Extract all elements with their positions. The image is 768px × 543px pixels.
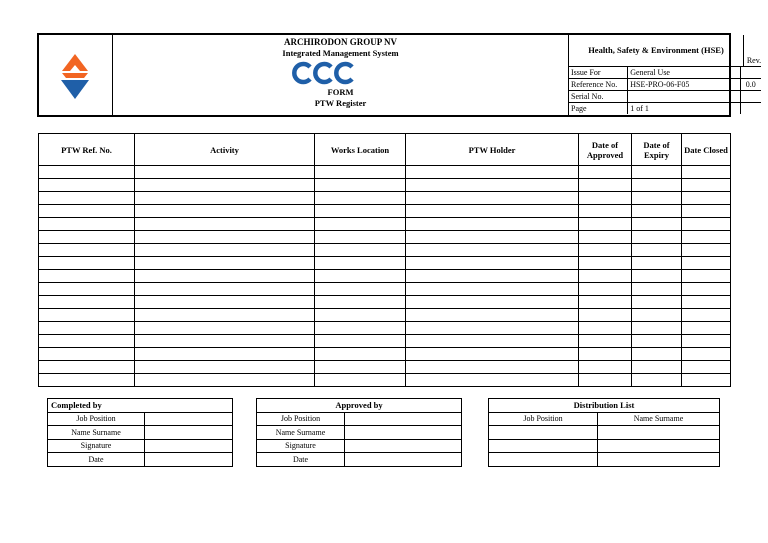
distribution-title-row <box>489 399 720 413</box>
register-cell[interactable] <box>632 374 682 387</box>
completed-title: Completed by <box>48 399 233 413</box>
register-cell[interactable] <box>315 192 406 205</box>
register-cell[interactable] <box>682 179 731 192</box>
distribution-cell[interactable] <box>489 453 598 467</box>
register-cell[interactable] <box>632 335 682 348</box>
info-label: Page <box>569 103 628 115</box>
register-cell[interactable] <box>632 166 682 179</box>
register-cell[interactable] <box>135 309 315 322</box>
completed-row <box>48 412 233 426</box>
distribution-cell[interactable] <box>598 439 720 453</box>
register-cell[interactable] <box>406 179 579 192</box>
register-cell[interactable] <box>406 231 579 244</box>
register-cell[interactable] <box>135 283 315 296</box>
completed-field-value[interactable] <box>145 453 233 467</box>
register-cell[interactable] <box>135 361 315 374</box>
register-cell[interactable] <box>632 192 682 205</box>
distribution-title: Distribution List <box>489 399 720 413</box>
distribution-col-name: Name Surname <box>598 412 720 426</box>
register-cell[interactable] <box>682 283 731 296</box>
register-cell[interactable] <box>406 192 579 205</box>
completed-field-label: Name Surname <box>48 426 145 440</box>
approved-field-value[interactable] <box>345 412 462 426</box>
register-row <box>39 322 731 335</box>
register-cell[interactable] <box>39 296 135 309</box>
col-ptw-ref: PTW Ref. No. <box>39 134 135 166</box>
completed-row <box>48 439 233 453</box>
register-cell[interactable] <box>135 205 315 218</box>
register-cell[interactable] <box>579 335 632 348</box>
register-cell[interactable] <box>682 361 731 374</box>
register-row <box>39 335 731 348</box>
header-center <box>113 35 569 115</box>
company-name: ARCHIRODON GROUP NV <box>283 37 397 47</box>
register-cell[interactable] <box>39 335 135 348</box>
register-cell[interactable] <box>135 192 315 205</box>
completed-row <box>48 426 233 440</box>
register-cell[interactable] <box>315 257 406 270</box>
register-cell[interactable] <box>406 257 579 270</box>
info-label: Serial No. <box>569 91 628 103</box>
info-value[interactable]: 1 of 1 <box>628 103 740 115</box>
register-cell[interactable] <box>579 348 632 361</box>
info-label: Reference No. <box>569 79 628 91</box>
register-row <box>39 218 731 231</box>
register-cell[interactable] <box>682 231 731 244</box>
register-row <box>39 179 731 192</box>
register-cell[interactable] <box>579 361 632 374</box>
register-cell[interactable] <box>682 192 731 205</box>
register-cell[interactable] <box>135 218 315 231</box>
register-cell[interactable] <box>135 244 315 257</box>
form-title: PTW Register <box>314 98 367 108</box>
register-header-row <box>39 134 731 166</box>
register-cell[interactable] <box>682 335 731 348</box>
register-cell[interactable] <box>406 374 579 387</box>
register-cell[interactable] <box>682 257 731 270</box>
register-cell[interactable] <box>682 348 731 361</box>
approved-by-table <box>256 398 462 467</box>
approved-title: Approved by <box>257 399 462 413</box>
info-rev <box>740 103 761 115</box>
completed-row <box>48 453 233 467</box>
register-cell[interactable] <box>135 348 315 361</box>
register-cell[interactable] <box>632 296 682 309</box>
register-cell[interactable] <box>632 309 682 322</box>
register-cell[interactable] <box>315 283 406 296</box>
register-cell[interactable] <box>315 309 406 322</box>
register-cell[interactable] <box>632 283 682 296</box>
register-cell[interactable] <box>579 231 632 244</box>
register-cell[interactable] <box>682 374 731 387</box>
register-cell[interactable] <box>39 322 135 335</box>
ptw-register-table <box>38 133 731 387</box>
register-row <box>39 374 731 387</box>
completed-title-row <box>48 399 233 413</box>
register-cell[interactable] <box>579 192 632 205</box>
register-cell[interactable] <box>39 270 135 283</box>
register-cell[interactable] <box>406 361 579 374</box>
register-cell[interactable] <box>632 179 682 192</box>
register-cell[interactable] <box>39 231 135 244</box>
approved-field-value[interactable] <box>345 453 462 467</box>
register-cell[interactable] <box>632 218 682 231</box>
register-cell[interactable] <box>406 296 579 309</box>
rev-label: Rev. <box>746 56 762 65</box>
register-cell[interactable] <box>406 309 579 322</box>
register-row <box>39 283 731 296</box>
register-cell[interactable] <box>315 205 406 218</box>
archirodon-logo-icon <box>39 35 112 115</box>
ccc-logo-icon <box>291 61 357 85</box>
register-cell[interactable] <box>632 322 682 335</box>
register-row <box>39 166 731 179</box>
info-row <box>569 91 761 103</box>
col-works-location: Works Location <box>315 134 406 166</box>
distribution-cell[interactable] <box>598 426 720 440</box>
distribution-row <box>489 426 720 440</box>
register-row <box>39 257 731 270</box>
register-cell[interactable] <box>39 309 135 322</box>
register-cell[interactable] <box>135 296 315 309</box>
approved-row <box>257 439 462 453</box>
register-cell[interactable] <box>406 244 579 257</box>
register-cell[interactable] <box>579 296 632 309</box>
register-cell[interactable] <box>579 218 632 231</box>
distribution-row <box>489 439 720 453</box>
info-row <box>569 67 761 79</box>
system-name: Integrated Management System <box>282 48 399 58</box>
register-cell[interactable] <box>682 296 731 309</box>
completed-field-label: Date <box>48 453 145 467</box>
register-cell[interactable] <box>39 179 135 192</box>
register-cell[interactable] <box>406 283 579 296</box>
register-cell[interactable] <box>39 192 135 205</box>
col-date-closed: Date Closed <box>682 134 731 166</box>
register-cell[interactable] <box>579 257 632 270</box>
register-row <box>39 205 731 218</box>
register-cell[interactable] <box>315 179 406 192</box>
register-row <box>39 244 731 257</box>
register-cell[interactable] <box>315 166 406 179</box>
register-cell[interactable] <box>39 257 135 270</box>
register-cell[interactable] <box>315 296 406 309</box>
info-rev <box>740 67 761 79</box>
document-info-table <box>569 66 761 114</box>
approved-field-label: Name Surname <box>257 426 345 440</box>
distribution-header-row <box>489 412 720 426</box>
info-rev <box>740 91 761 103</box>
distribution-cell[interactable] <box>598 453 720 467</box>
completed-by-table <box>47 398 233 467</box>
register-cell[interactable] <box>632 361 682 374</box>
register-cell[interactable] <box>39 244 135 257</box>
register-cell[interactable] <box>682 322 731 335</box>
register-cell[interactable] <box>39 374 135 387</box>
form-label: FORM <box>327 87 354 97</box>
register-cell[interactable] <box>315 361 406 374</box>
completed-field-value[interactable] <box>145 412 233 426</box>
register-cell[interactable] <box>632 348 682 361</box>
register-body <box>39 166 731 387</box>
form-header <box>37 33 762 117</box>
register-cell[interactable] <box>632 244 682 257</box>
register-row <box>39 309 731 322</box>
register-cell[interactable] <box>135 166 315 179</box>
department-title: Health, Safety & Environment (HSE) <box>569 35 744 66</box>
register-cell[interactable] <box>135 231 315 244</box>
register-cell[interactable] <box>682 270 731 283</box>
completed-field-label: Signature <box>48 439 145 453</box>
register-cell[interactable] <box>406 322 579 335</box>
register-cell[interactable] <box>406 166 579 179</box>
register-cell[interactable] <box>682 244 731 257</box>
col-activity: Activity <box>135 134 315 166</box>
completed-field-label: Job Position <box>48 412 145 426</box>
approved-row <box>257 412 462 426</box>
header-right <box>569 35 762 115</box>
register-cell[interactable] <box>406 218 579 231</box>
approved-row <box>257 426 462 440</box>
info-label: Issue For <box>569 67 628 79</box>
approved-field-value[interactable] <box>345 439 462 453</box>
register-cell[interactable] <box>682 205 731 218</box>
register-cell[interactable] <box>315 322 406 335</box>
distribution-cell[interactable] <box>489 439 598 453</box>
register-cell[interactable] <box>632 231 682 244</box>
register-cell[interactable] <box>39 166 135 179</box>
register-cell[interactable] <box>135 179 315 192</box>
approved-field-value[interactable] <box>345 426 462 440</box>
register-cell[interactable] <box>682 166 731 179</box>
register-cell[interactable] <box>406 270 579 283</box>
distribution-row <box>489 453 720 467</box>
register-cell[interactable] <box>315 348 406 361</box>
completed-field-value[interactable] <box>145 439 233 453</box>
register-cell[interactable] <box>579 283 632 296</box>
register-cell[interactable] <box>39 361 135 374</box>
register-row <box>39 231 731 244</box>
info-value[interactable]: General Use <box>628 67 740 79</box>
register-cell[interactable] <box>579 166 632 179</box>
register-cell[interactable] <box>579 244 632 257</box>
register-cell[interactable] <box>406 205 579 218</box>
info-value[interactable]: HSE-PRO-06-F05 <box>628 79 740 91</box>
register-cell[interactable] <box>579 322 632 335</box>
distribution-col-job: Job Position <box>489 412 598 426</box>
register-cell[interactable] <box>315 244 406 257</box>
register-cell[interactable] <box>315 270 406 283</box>
approved-title-row <box>257 399 462 413</box>
approved-field-label: Date <box>257 453 345 467</box>
register-cell[interactable] <box>315 374 406 387</box>
register-row <box>39 361 731 374</box>
register-cell[interactable] <box>579 205 632 218</box>
approved-field-label: Signature <box>257 439 345 453</box>
register-cell[interactable] <box>632 270 682 283</box>
register-cell[interactable] <box>406 335 579 348</box>
register-cell[interactable] <box>315 218 406 231</box>
approved-field-label: Job Position <box>257 412 345 426</box>
completed-field-value[interactable] <box>145 426 233 440</box>
info-rev: 0.0 <box>740 79 761 91</box>
approved-row <box>257 453 462 467</box>
register-cell[interactable] <box>406 348 579 361</box>
register-cell[interactable] <box>579 270 632 283</box>
register-row <box>39 270 731 283</box>
register-cell[interactable] <box>632 205 682 218</box>
register-cell[interactable] <box>39 283 135 296</box>
col-date-approved: Date of Approved <box>579 134 632 166</box>
register-cell[interactable] <box>135 270 315 283</box>
distribution-cell[interactable] <box>489 426 598 440</box>
info-row <box>569 79 761 91</box>
register-cell[interactable] <box>39 348 135 361</box>
register-row <box>39 192 731 205</box>
col-ptw-holder: PTW Holder <box>406 134 579 166</box>
register-row <box>39 348 731 361</box>
register-row <box>39 296 731 309</box>
register-cell[interactable] <box>579 374 632 387</box>
register-cell[interactable] <box>682 309 731 322</box>
register-cell[interactable] <box>135 335 315 348</box>
distribution-list-table <box>488 398 720 467</box>
register-cell[interactable] <box>315 335 406 348</box>
register-cell[interactable] <box>315 231 406 244</box>
register-cell[interactable] <box>135 257 315 270</box>
register-cell[interactable] <box>579 309 632 322</box>
register-cell[interactable] <box>632 257 682 270</box>
register-cell[interactable] <box>39 218 135 231</box>
info-row <box>569 103 761 115</box>
register-cell[interactable] <box>135 374 315 387</box>
register-cell[interactable] <box>682 218 731 231</box>
register-cell[interactable] <box>579 179 632 192</box>
register-cell[interactable] <box>39 205 135 218</box>
logo-cell <box>39 35 113 115</box>
col-date-expiry: Date of Expiry <box>632 134 682 166</box>
info-value[interactable] <box>628 91 740 103</box>
register-cell[interactable] <box>135 322 315 335</box>
